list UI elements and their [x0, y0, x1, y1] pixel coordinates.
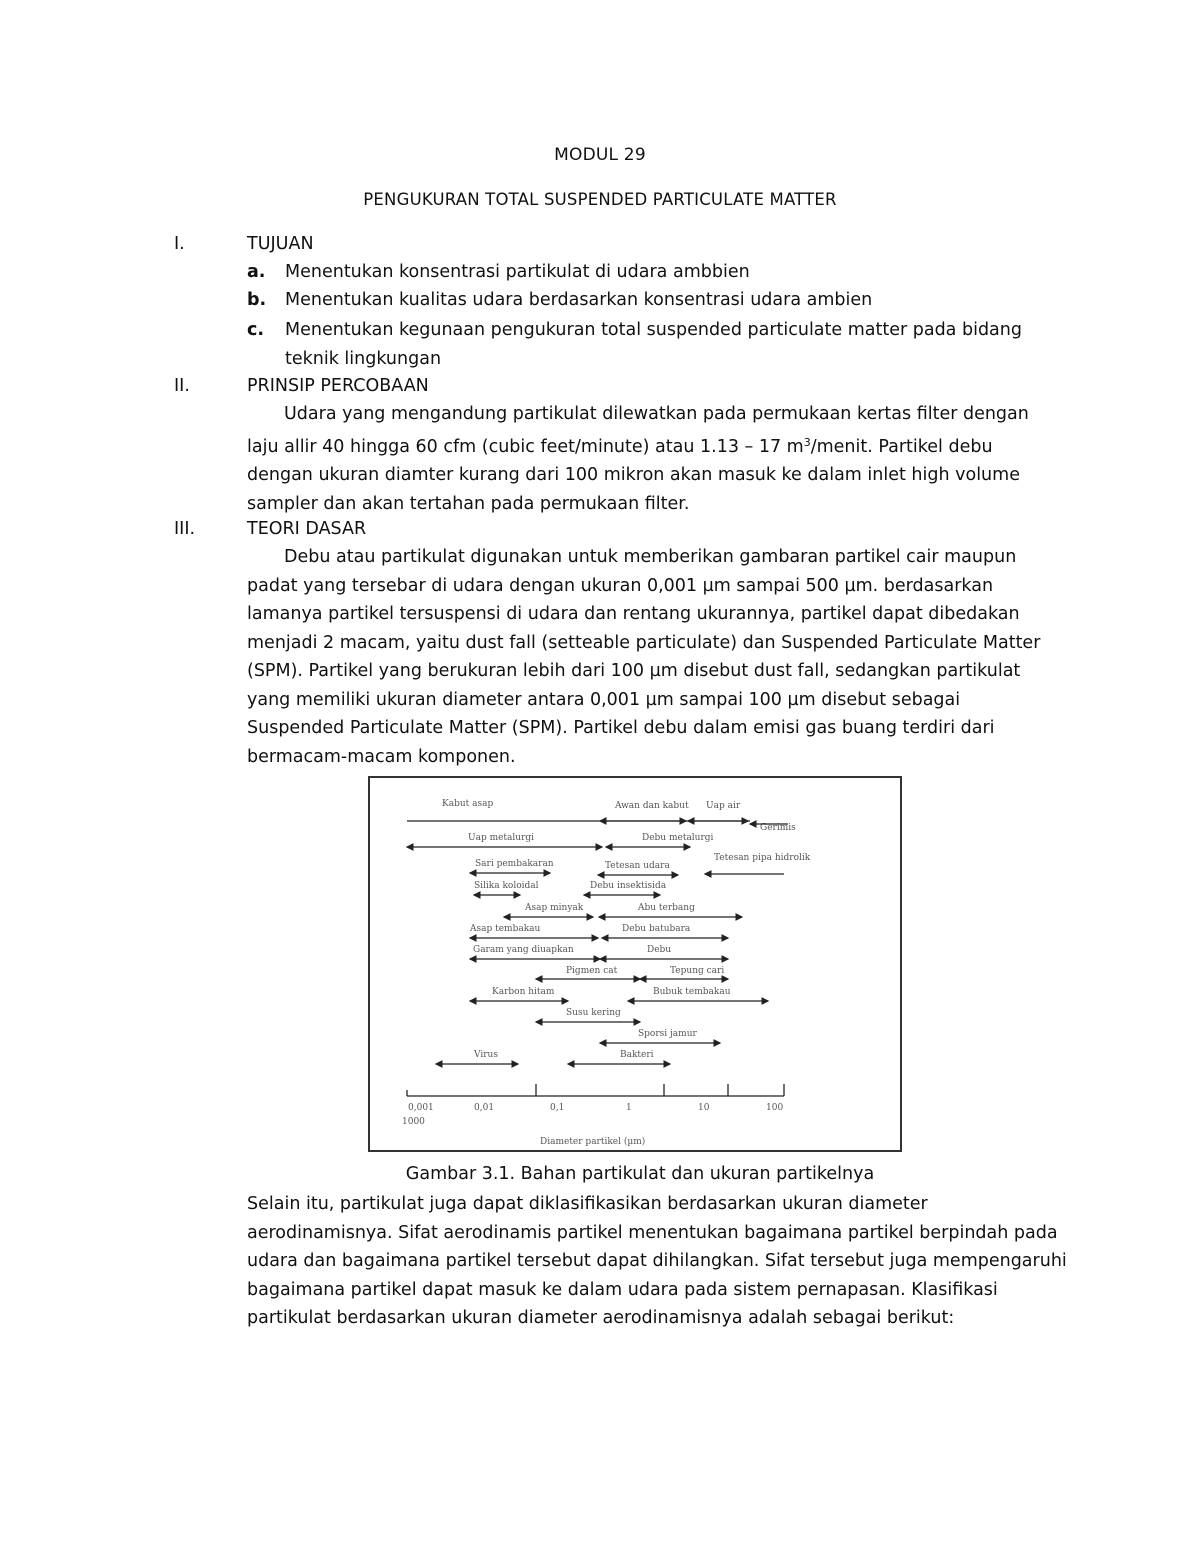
tick-label-0001: 0,001	[408, 1103, 434, 1113]
prinsip-text-part2: /menit. Partikel debu dengan ukuran diamter kurang dari 100 mikron akan masuk ke dalam inlet high volume sampler dan akan tertahan pada permukaan filter.	[247, 436, 1020, 514]
module-title: MODUL 29	[554, 145, 646, 165]
tick-label-100: 100	[766, 1103, 784, 1113]
section-number: III.	[174, 519, 196, 539]
prinsip-paragraph	[247, 400, 1062, 518]
label-tetesan-udara: Tetesan udara	[605, 861, 670, 871]
label-pigmen: Pigmen cat	[566, 966, 618, 976]
label-uap-metalurgi: Uap metalurgi	[468, 833, 535, 843]
tick-label-001: 0,01	[474, 1103, 495, 1113]
label-sari: Sari pembakaran	[475, 859, 554, 869]
section-number: II.	[174, 376, 190, 396]
closing-paragraph	[247, 1190, 1077, 1333]
label-asap-minyak: Asap minyak	[525, 903, 584, 913]
axis-label: Diameter partikel (µm)	[540, 1137, 646, 1147]
label-susu: Susu kering	[566, 1008, 621, 1018]
list-item-label: b.	[247, 290, 267, 310]
label-abu-terbang: Abu terbang	[638, 903, 695, 913]
tick-label-1000: 1000	[402, 1117, 425, 1127]
label-tepung: Tepung cari	[670, 966, 725, 976]
particle-size-figure	[368, 776, 902, 1152]
label-virus: Virus	[474, 1050, 498, 1060]
particle-size-diagram	[370, 778, 900, 1150]
label-gerimis: Gerimis	[760, 823, 796, 833]
label-uap-air: Uap air	[706, 801, 741, 811]
section-heading: TUJUAN	[247, 234, 314, 254]
label-sporsi: Sporsi jamur	[638, 1029, 697, 1039]
label-debu-insektisida: Debu insektisida	[590, 881, 667, 891]
prinsip-text-part1: Udara yang mengandung partikulat dilewatkan pada permukaan kertas filter dengan laju allir 40 hingga 60 cfm (cubic feet/minute) atau 1.13 – 17 m	[247, 404, 1029, 457]
teori-paragraph	[247, 543, 1062, 771]
list-item-text: Menentukan konsentrasi partikulat di udara ambbien	[285, 262, 750, 282]
label-awan: Awan dan kabut	[615, 801, 689, 811]
section-heading: PRINSIP PERCOBAAN	[247, 376, 429, 396]
label-karbon: Karbon hitam	[492, 987, 555, 997]
label-bakteri: Bakteri	[620, 1050, 654, 1060]
module-subtitle: PENGUKURAN TOTAL SUSPENDED PARTICULATE MATTER	[363, 190, 837, 209]
tick-label-01: 0,1	[550, 1103, 565, 1113]
section-heading: TEORI DASAR	[247, 519, 367, 539]
label-debu-metalurgi: Debu metalurgi	[642, 833, 714, 843]
list-item-label: a.	[247, 262, 266, 282]
label-asap-tembakau: Asap tembakau	[470, 924, 541, 934]
label-kabut: Kabut asap	[442, 799, 494, 809]
teori-text: Debu atau partikulat digunakan untuk memberikan gambaran partikel cair maupun padat yang tersebar di udara dengan ukuran 0,001 µm sampai 500 µm. berdasarkan lamanya partikel tersuspensi di udara dan rentang ukurannya, partikel dapat dibedakan menjadi 2 macam, yaitu dust fall (setteable particulate) dan Suspended Particulate Matter (SPM). Partikel yang berukuran lebih dari 100 µm disebut dust fall, sedangkan partikulat yang memiliki ukuran diameter antara 0,001 µm sampai 100 µm disebut sebagai Suspended Particulate Matter (SPM). Partikel debu dalam emisi gas buang terdiri dari bermacam-macam komponen.	[247, 547, 1041, 767]
section-number: I.	[174, 234, 185, 254]
superscript: 3	[803, 435, 811, 449]
list-item-text: Menentukan kualitas udara berdasarkan konsentrasi udara ambien	[285, 290, 873, 310]
list-item-label: c.	[247, 320, 265, 340]
label-debu-batubara: Debu batubara	[622, 924, 691, 934]
label-silika: Silika koloidal	[474, 881, 539, 891]
label-garam: Garam yang diuapkan	[473, 945, 574, 955]
label-debu: Debu	[647, 945, 672, 955]
tick-label-10: 10	[698, 1103, 710, 1113]
figure-caption: Gambar 3.1. Bahan partikulat dan ukuran partikelnya	[405, 1164, 875, 1184]
list-item-text: Menentukan kegunaan pengukuran total suspended particulate matter pada bidang teknik lingkungan	[285, 320, 1022, 369]
label-tetesan-pipa: Tetesan pipa hidrolik	[714, 853, 811, 863]
tick-label-1: 1	[626, 1103, 632, 1113]
closing-text: Selain itu, partikulat juga dapat diklasifikasikan berdasarkan ukuran diameter aerodinamisnya. Sifat aerodinamis partikel menentukan bagaimana partikel berpindah pada udara dan bagaimana partikel tersebut dapat dihilangkan. Sifat tersebut juga mempengaruhi bagaimana partikel dapat masuk ke dalam udara pada sistem pernapasan. Klasifikasi partikulat berdasarkan ukuran diameter aerodinamisnya adalah sebagai berikut:	[247, 1194, 1067, 1328]
label-bubuk: Bubuk tembakau	[653, 987, 731, 997]
